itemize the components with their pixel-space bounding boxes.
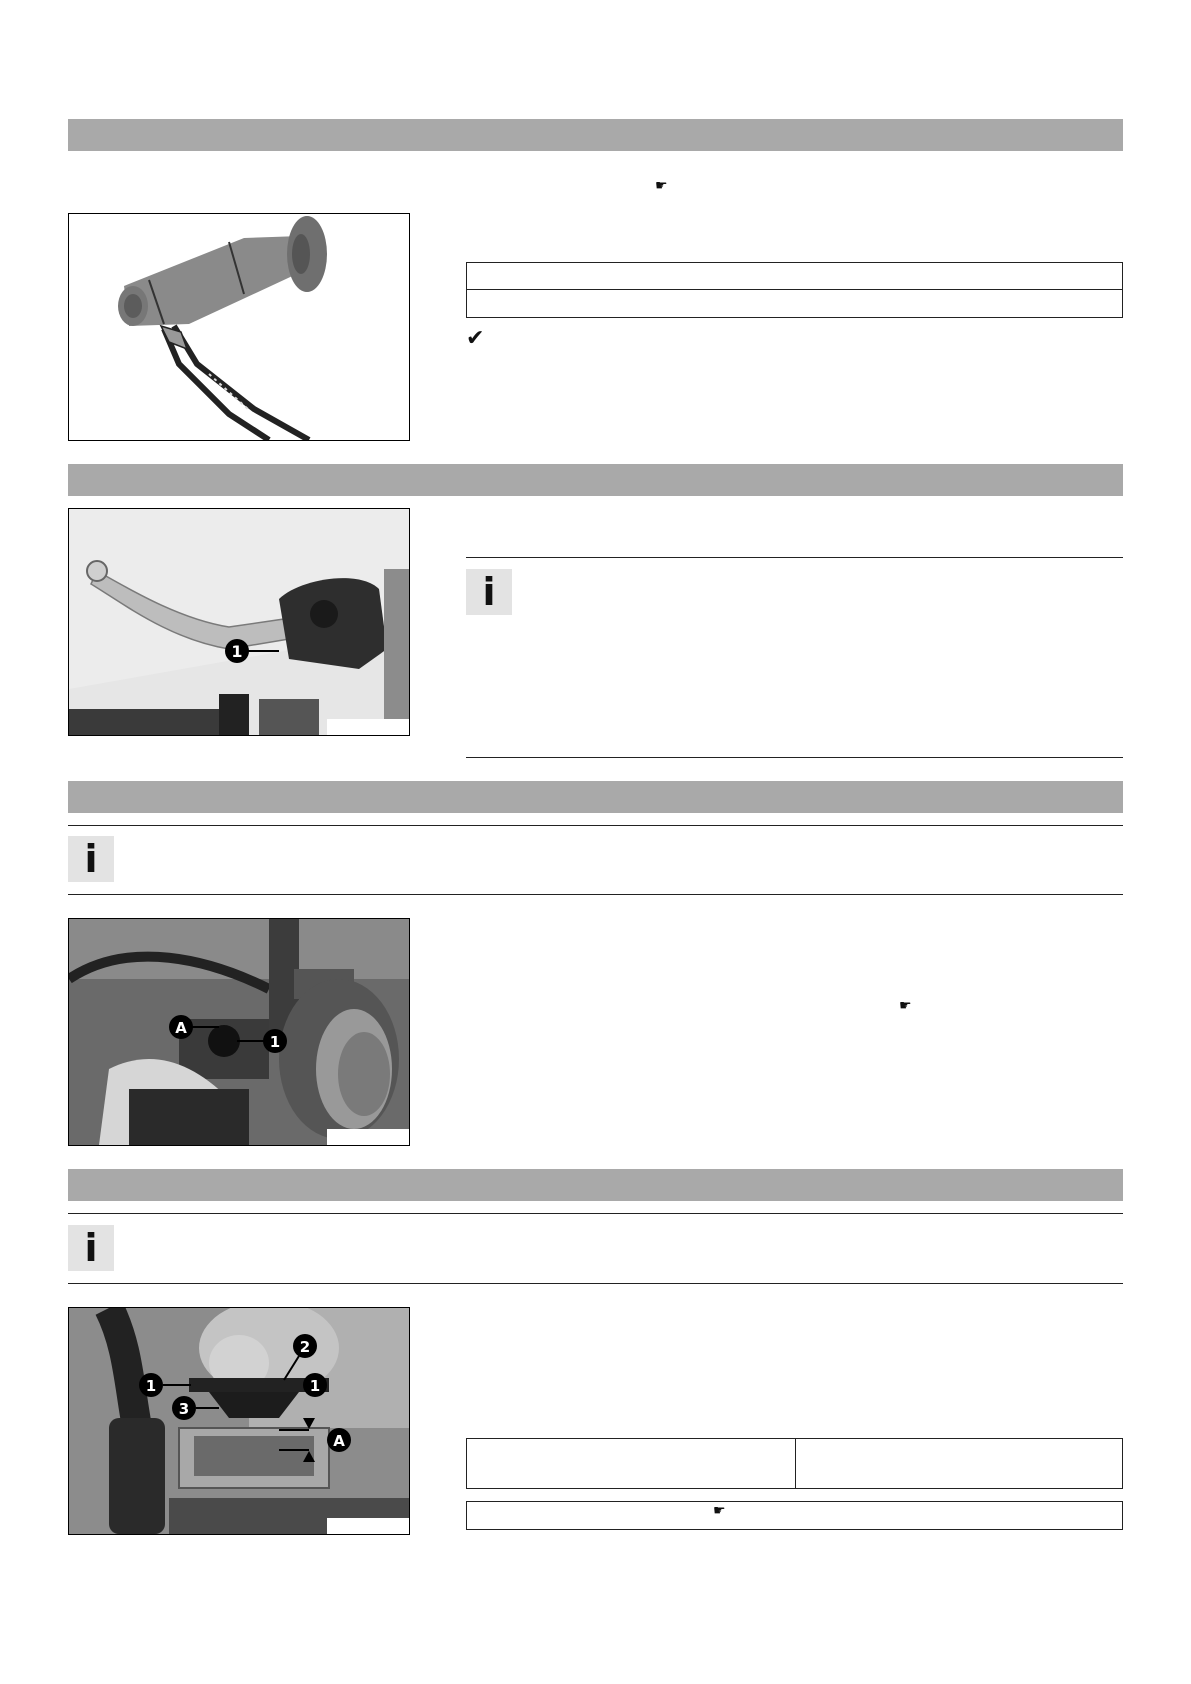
reference-pointer-icon: ☛ [713,1503,726,1519]
reference-pointer-icon: ☛ [899,998,912,1014]
section-header-4 [68,1169,1123,1201]
info-icon: i [466,569,512,615]
grip-pliers-illustration [69,214,409,440]
figure-brake-lever [68,508,410,736]
info-icon: i [68,836,114,882]
figure-label-tag [327,719,409,735]
callout-1: 1 [231,642,243,661]
callout-1-right: 1 [309,1377,321,1395]
note-top-rule [68,1213,1123,1214]
check-mark-icon: ✔ [466,326,485,351]
callout-1-left: 1 [145,1377,157,1395]
section-header-3 [68,781,1123,813]
open-reservoir-photo [69,1308,409,1534]
callout-2: 2 [299,1338,311,1356]
reference-pointer-icon: ☛ [655,178,668,194]
info-icon: i [68,1225,114,1271]
handlebar-reservoir-photo [69,919,409,1145]
spec-table-cell-left [466,1438,796,1489]
callout-A: A [333,1432,345,1450]
callout-1: 1 [269,1033,281,1051]
figure-reservoir-open [68,1307,410,1535]
figure-label-tag [327,1518,409,1534]
reference-box [466,1501,1123,1530]
note-bottom-rule [68,1283,1123,1284]
figure-reservoir-cap [68,918,410,1146]
section-header-1 [68,119,1123,151]
brake-lever-photo [69,509,409,735]
callout-A: A [175,1019,187,1037]
spec-table-row-2 [466,289,1123,318]
note-bottom-rule [466,757,1123,758]
figure-grip-removal [68,213,410,441]
callout-3: 3 [178,1400,190,1418]
spec-table-cell-right [795,1438,1123,1489]
spec-table-row-1 [466,262,1123,290]
section-header-2 [68,464,1123,496]
figure-label-tag [327,1129,409,1145]
note-top-rule [466,557,1123,558]
note-top-rule [68,825,1123,826]
note-bottom-rule [68,894,1123,895]
